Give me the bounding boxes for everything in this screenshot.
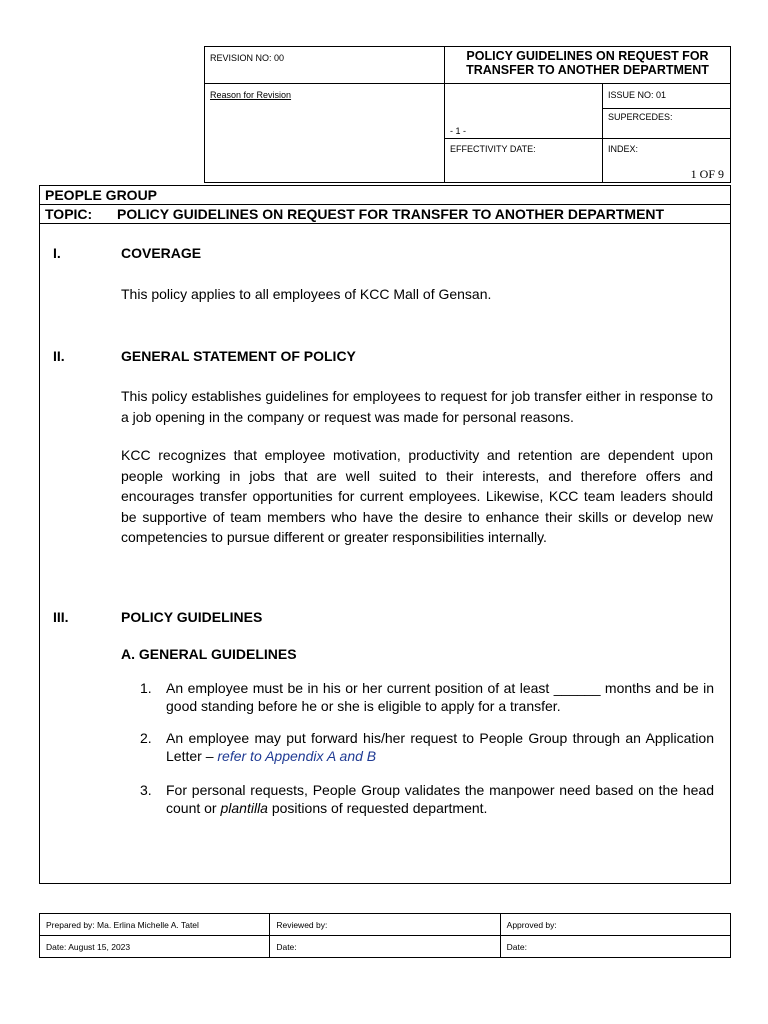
list-item-number: 3. [140,782,152,798]
approved-date: Date: [500,936,730,958]
list-item [140,679,714,715]
page-count: 1 OF 9 [690,167,724,181]
document-title-line1: POLICY GUIDELINES ON REQUEST FOR [466,49,709,63]
section-number: III. [53,609,69,625]
topic-label: TOPIC: [45,206,93,222]
list-item [140,729,714,765]
prepared-by: Prepared by: Ma. Erlina Michelle A. Tatel [40,914,270,936]
effectivity-date: EFFECTIVITY DATE: [445,139,603,183]
section-title-policy-guidelines: POLICY GUIDELINES [121,609,263,625]
issue-number: ISSUE NO: 01 [603,84,731,109]
list-item-text [166,781,714,817]
list-item-text-main: An employee may put forward his/her request to People Group through an Application Letter – [166,730,714,764]
document-title [445,47,731,84]
list-item-number: 2. [140,730,152,746]
list-item-text: An employee must be in his or her current position of at least ______ months and be in good standing before he or she is eligible to apply for a transfer. [166,680,714,714]
plantilla-term: plantilla [220,800,268,816]
list-item [140,781,714,817]
statement-paragraph-1: This policy establishes guidelines for employees to request for job transfer either in response to a job opening in the company or request was made for personal reasons. [121,388,713,425]
revision-number: REVISION NO: 00 [205,47,445,84]
list-item-text [166,729,714,765]
statement-paragraph-2: KCC recognizes that employee motivation, productivity and retention are dependent upon people working in jobs that are well suited to their interests, and therefore offers and encourages transfer opportunities for current employees. Likewise, KCC team leaders should be supportive of team members who have the desire to enhance their skills or develop new competencies to pursue different or greater responsibilities internally. [121,447,713,545]
list-item-text-a: For personal requests, People Group validates the manpower need based on the head count or [166,782,714,816]
appendix-reference-link[interactable]: refer to Appendix A and B [217,748,377,764]
document-header [204,46,731,183]
page-marker: - 1 - [445,84,603,139]
signature-footer [39,913,731,958]
index-cell [603,139,731,183]
group-name: PEOPLE GROUP [40,186,730,205]
section-title-general-statement: GENERAL STATEMENT OF POLICY [121,348,356,364]
approved-by: Approved by: [500,914,730,936]
supercedes: SUPERCEDES: [603,109,731,139]
reason-for-revision: Reason for Revision [205,84,445,183]
policy-body [39,185,731,884]
topic-text: POLICY GUIDELINES ON REQUEST FOR TRANSFER TO ANOTHER DEPARTMENT [117,206,665,222]
reviewed-by: Reviewed by: [270,914,500,936]
section-number: I. [53,245,61,261]
section-number: II. [53,348,65,364]
reviewed-date: Date: [270,936,500,958]
section-title-coverage: COVERAGE [121,245,202,261]
list-item-text-b: positions of requested department. [267,800,488,816]
coverage-text: This policy applies to all employees of KCC Mall of Gensan. [121,286,492,302]
list-item-number: 1. [140,680,152,696]
topic-row [40,205,730,224]
index-label: INDEX: [608,144,639,154]
document-title-line2: TRANSFER TO ANOTHER DEPARTMENT [466,63,709,77]
subsection-title-general-guidelines: A. GENERAL GUIDELINES [121,646,297,662]
prepared-date: Date: August 15, 2023 [40,936,270,958]
